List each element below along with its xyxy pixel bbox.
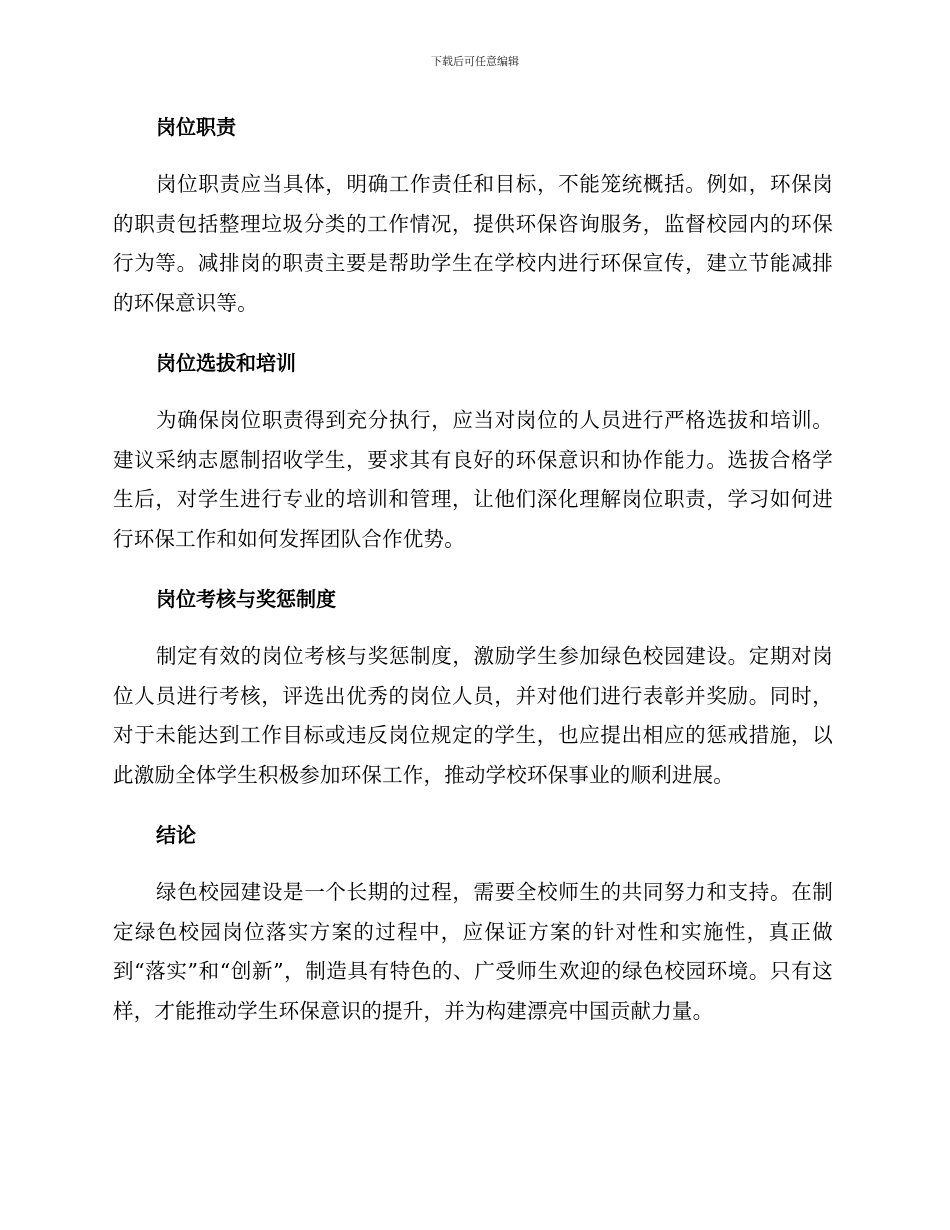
section-assessment-rewards (113, 579, 833, 795)
section-paragraph: 绿色校园建设是一个长期的过程，需要全校师生的共同努力和支持。在制定绿色校园岗位落实方案的过程中，应保证方案的针对性和实施性，真正做到“落实”和“创新”，制造具有特色的、广受师生欢迎的绿色校园环境。只有这样，才能推动学生环保意识的提升，并为构建漂亮中国贡献力量。 (113, 880, 833, 1023)
section-conclusion (113, 815, 833, 1031)
section-heading: 岗位职责 (156, 115, 236, 139)
section-paragraph: 制定有效的岗位考核与奖惩制度，激励学生参加绿色校园建设。定期对岗位人员进行考核，评选出优秀的岗位人员，并对他们进行表彰并奖励。同时，对于未能达到工作目标或违反岗位规定的学生，也应提出相应的惩戒措施，以此激励全体学生积极参加环保工作，推动学校环保事业的顺利进展。 (113, 644, 833, 787)
section-heading: 岗位考核与奖惩制度 (156, 587, 336, 611)
page-header: 下载后可任意编辑 (431, 55, 519, 68)
section-heading: 岗位选拔和培训 (156, 351, 296, 375)
section-paragraph: 为确保岗位职责得到充分执行，应当对岗位的人员进行严格选拔和培训。建议采纳志愿制招收学生，要求其有良好的环保意识和协作能力。选拔合格学生后，对学生进行专业的培训和管理，让他们深化理解岗位职责，学习如何进行环保工作和如何发挥团队合作优势。 (113, 408, 833, 551)
section-selection-training (113, 343, 833, 559)
section-paragraph: 岗位职责应当具体，明确工作责任和目标，不能笼统概括。例如，环保岗的职责包括整理垃圾分类的工作情况，提供环保咨询服务，监督校园内的环保行为等。减排岗的职责主要是帮助学生在学校内进行环保宣传，建立节能减排的环保意识等。 (113, 172, 833, 315)
section-heading: 结论 (156, 823, 196, 847)
section-duties (113, 107, 833, 323)
document-body (113, 107, 833, 1051)
